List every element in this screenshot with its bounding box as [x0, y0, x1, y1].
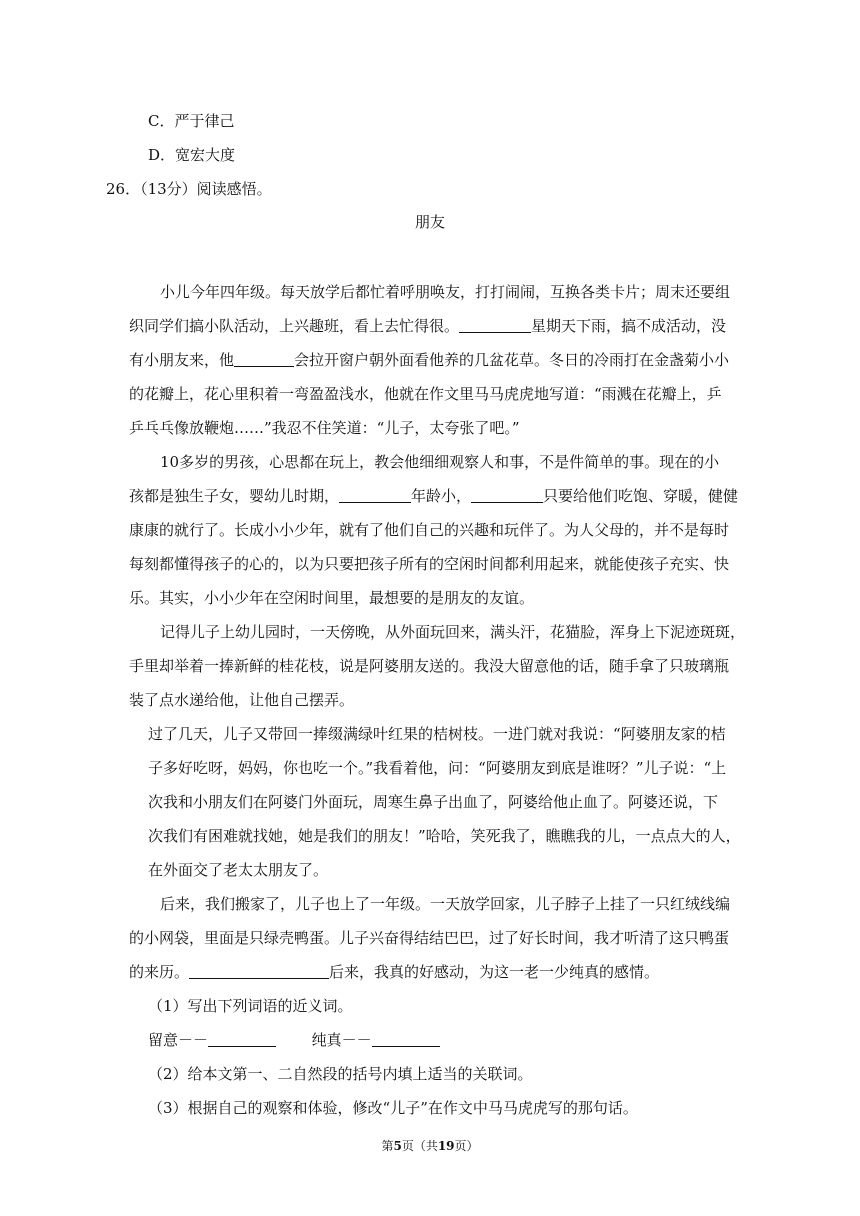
page-footer [0, 1138, 860, 1154]
text: 后来，我真的好感动，为这一老一少纯真的感情。 [329, 963, 660, 981]
text: 只要给他们吃饱、穿暖，健健 [543, 487, 739, 505]
subquestion-1-answers [148, 1030, 440, 1050]
text: 孩都是独生子女，婴幼儿时期， [129, 487, 340, 505]
synonym-word-1: 留意－－ [148, 1031, 209, 1049]
paragraph-4-line-4: 次我们有困难就找她，她是我们的朋友！”哈哈，笑死我了，瞧瞧我的儿，一点点大的人， [148, 827, 741, 845]
paragraph-5-line-3 [129, 962, 659, 982]
option-d: D．宽宏大度 [148, 146, 236, 164]
text: 年龄小， [411, 487, 472, 505]
fill-blank[interactable] [234, 352, 294, 367]
footer-suffix: 页） [454, 1139, 479, 1153]
paragraph-2-line-3: 康康的就行了。长成小小少年，就有了他们自己的兴趣和玩伴了。为人父母的，并不是每时 [129, 521, 730, 539]
fill-blank[interactable] [339, 488, 411, 503]
paragraph-1-line-4: 的花瓣上，花心里积着一弯盈盈浅水，他就在作文里马马虎虎地写道：“雨溅在花瓣上，乒 [129, 385, 722, 403]
paragraph-5-line-2: 的小网袋，里面是只绿壳鸭蛋。儿子兴奋得结结巴巴，过了好长时间，我才听清了这只鸭蛋 [129, 929, 730, 947]
fill-blank[interactable] [459, 318, 531, 333]
paragraph-2-line-2 [129, 486, 738, 506]
paragraph-2-line-1: 10多岁的男孩，心思都在玩上，教会他细细观察人和事，不是件简单的事。现在的小 [160, 453, 720, 471]
footer-middle: 页（共 [401, 1139, 438, 1153]
paragraph-1-line-5: 乒乓乓像放鞭炮……”我忍不住笑道：“儿子，太夸张了吧。” [129, 419, 520, 437]
option-c: C．严于律己 [148, 112, 235, 130]
text: 的来历。 [129, 963, 190, 981]
footer-prefix: 第 [381, 1139, 394, 1153]
paragraph-1-line-1: 小儿今年四年级。每天放学后都忙着呼朋唤友，打打闹闹，互换各类卡片；周末还要组 [160, 283, 731, 301]
synonym-blank-1[interactable] [208, 1032, 276, 1047]
subquestion-2: （2）给本文第一、二自然段的括号内填上适当的关联词。 [148, 1065, 533, 1083]
total-pages: 19 [437, 1139, 455, 1153]
synonym-blank-2[interactable] [372, 1032, 440, 1047]
paragraph-5-line-1: 后来，我们搬家了，儿子也上了一年级。一天放学回家，儿子脖子上挂了一只红绒线编 [160, 895, 731, 913]
subquestion-1: （1）写出下列词语的近义词。 [148, 997, 353, 1015]
paragraph-2-line-4: 每刻都懂得孩子的心的，以为只要把孩子所有的空闲时间都利用起来，就能使孩子充实、快 [129, 555, 730, 573]
paragraph-4-line-3: 次我和小朋友们在阿婆门外面玩，周寒生鼻子出血了，阿婆给他止血了。阿婆还说，下 [148, 793, 719, 811]
paragraph-1-line-3 [129, 350, 729, 370]
text: 织同学们搞小队活动，上兴趣班，看上去忙得很。 [129, 317, 460, 335]
fill-blank[interactable] [471, 488, 543, 503]
paragraph-1-line-2 [129, 316, 726, 336]
paragraph-3-line-3: 装了点水递给他，让他自己摆弄。 [129, 691, 355, 709]
paragraph-4-line-1: 过了几天，儿子又带回一捧缀满绿叶红果的桔树枝。一进门就对我说：“阿婆朋友家的桔 [148, 725, 726, 743]
passage-title: 朋友 [414, 213, 445, 231]
paragraph-4-line-5: 在外面交了老太太朋友了。 [148, 861, 329, 879]
synonym-word-2: 纯真－－ [311, 1031, 372, 1049]
paragraph-3-line-1: 记得儿子上幼儿园时，一天傍晚，从外面玩回来，满头汗，花猫脸，浑身上下泥迹斑斑， [160, 623, 746, 641]
fill-blank[interactable] [189, 964, 329, 979]
question-header: 26．（13分）阅读感悟。 [106, 180, 272, 198]
paragraph-2-line-5: 乐。其实，小小少年在空闲时间里，最想要的是朋友的友谊。 [129, 589, 535, 607]
text: 会拉开窗户朝外面看他养的几盆花草。冬日的冷雨打在金盏菊小小 [294, 351, 730, 369]
subquestion-3: （3）根据自己的观察和体验，修改“儿子”在作文中马马虎虎写的那句话。 [148, 1099, 638, 1117]
text: 有小朋友来，他 [129, 351, 235, 369]
paragraph-4-line-2: 子多好吃呀，妈妈，你也吃一个。”我看着他，问：“阿婆朋友到底是谁呀？”儿子说：“上 [148, 759, 727, 777]
text: 星期天下雨，搞不成活动，没 [531, 317, 727, 335]
paragraph-3-line-2: 手里却举着一捧新鲜的桂花枝，说是阿婆朋友送的。我没大留意他的话，随手拿了只玻璃瓶 [129, 657, 730, 675]
current-page: 5 [393, 1139, 402, 1153]
